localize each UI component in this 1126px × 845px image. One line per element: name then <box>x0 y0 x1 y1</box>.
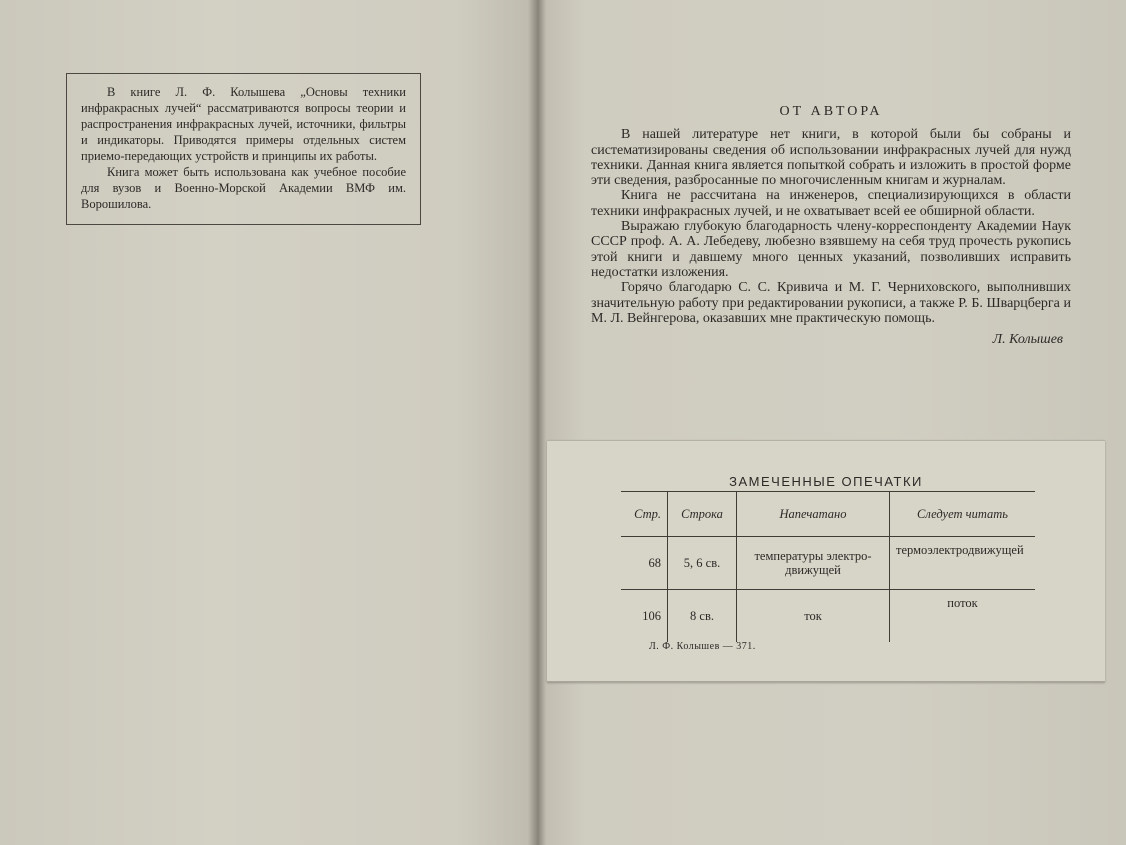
errata-footer: Л. Ф. Колышев — 371. <box>649 641 756 652</box>
author-preface <box>591 104 1071 347</box>
annotation-paragraph: В книге Л. Ф. Колышева „Основы техники инфракрасных лучей“ рассматриваются вопросы теории и распространения инфракрасных лучей, источники, фильтры и индикаторы. Приводятся примеры отдельных систем приемо-передающих устройств и принципы их работы. <box>81 85 406 163</box>
preface-paragraph: В нашей литературе нет книги, в которой были бы собраны и систематизированы сведения об использовании инфракрасных лучей для нужд техники. Данная книга является попыткой собрать и изложить в простой форме эти сведения, разбросанные по многочисленным книгам и журналам. <box>591 127 1071 189</box>
preface-title: ОТ АВТОРА <box>779 104 883 119</box>
errata-header-row <box>621 492 1035 537</box>
preface-paragraph: Книга не рассчитана на инженеров, специализирующихся в области техники инфракрасных лучей, и не охватывает всей ее обширной области. <box>591 188 1071 219</box>
cell-printed: температуры электро-движущей <box>737 537 890 590</box>
table-row <box>621 590 1035 643</box>
preface-paragraph: Выражаю глубокую благодарность члену-корреспонденту Академии Наук СССР проф. А. А. Лебедеву, любезно взявшему на себя труд прочесть рукопись этой книги и давшему много ценных указаний, позволивших исправить недостатки изложения. <box>591 219 1071 280</box>
cell-page: 68 <box>621 537 668 590</box>
book-annotation-box <box>66 73 421 225</box>
annotation-paragraph: Книга может быть использована как учебное пособие для вузов и Военно-Морской Академии ВМФ им. Ворошилова. <box>81 165 406 211</box>
errata-table <box>621 491 1035 642</box>
cell-line: 5, 6 св. <box>668 537 737 590</box>
cell-should-read: термоэлектродвижущей <box>890 537 1036 590</box>
cell-line: 8 св. <box>668 590 737 643</box>
author-signature: Л. Колышев <box>992 332 1063 348</box>
header-page: Стр. <box>621 492 668 537</box>
header-should-read: Следует читать <box>890 492 1036 537</box>
errata-title: ЗАМЕЧЕННЫЕ ОПЕЧАТКИ <box>729 474 923 489</box>
cell-page: 106 <box>642 608 661 623</box>
preface-paragraph: Горячо благодарю С. С. Кривича и М. Г. Черниховского, выполнивших значительную работу при редактировании рукописи, а также Р. Б. Шварцберга и М. Л. Вейнгерова, оказавших мне практическую помощь. <box>591 280 1071 326</box>
book-spine <box>528 0 546 845</box>
cell-should-read: поток <box>890 590 1036 643</box>
header-line: Строка <box>668 492 737 537</box>
errata-slip <box>547 440 1105 682</box>
header-printed: Напечатано <box>737 492 890 537</box>
cell-printed: ток <box>737 590 890 643</box>
table-row <box>621 537 1035 590</box>
left-page <box>0 0 538 845</box>
